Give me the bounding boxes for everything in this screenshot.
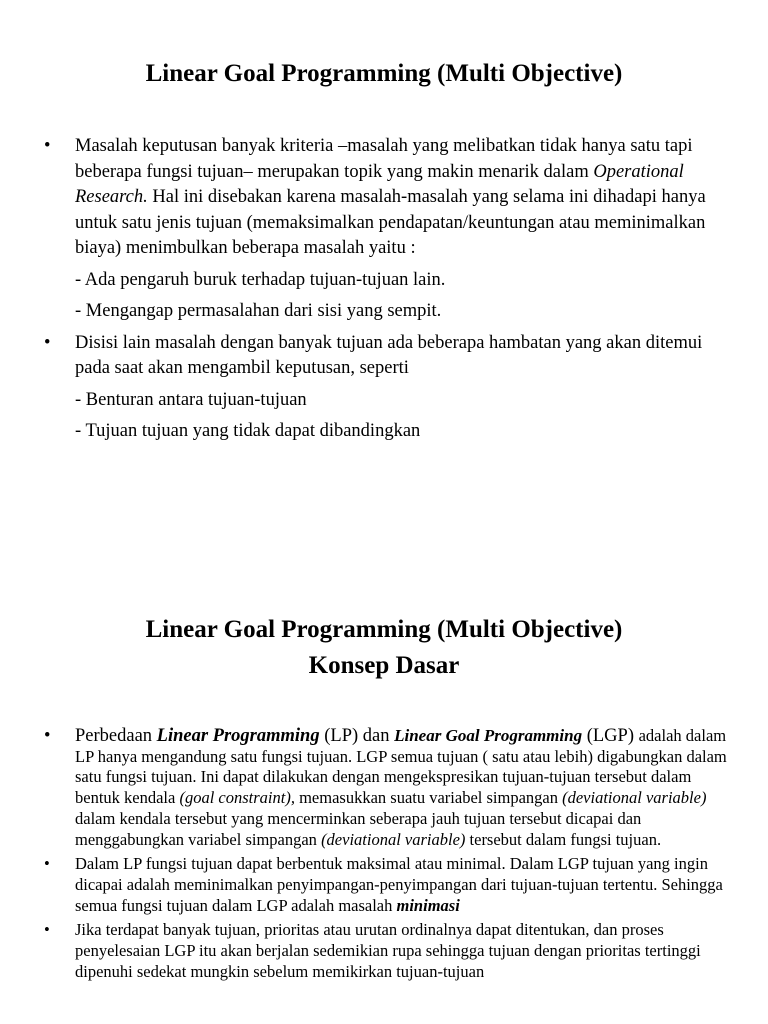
italic-term: Operational Research. (75, 161, 684, 207)
bullet-text: Perbedaan Linear Programming (LP) dan Linear Goal Programming (LGP) adalah dalam LP hanya mengandung satu fungsi tujuan. LGP semua tujuan ( satu atau lebih) digabungkan dalam satu fungsi tujuan. Ini dapat dilakukan dengan mengekspresikan tujuan-tujuan tersebut dalam bentuk kendala (goal constraint), memasukkan suatu variabel simpangan (deviational variable) dalam kendala tersebut yang mencerminkan seberapa jauh tujuan tersebut dicapai dan menggabungkan variabel simpangan (deviational variable) tersebut dalam fungsi tujuan. (75, 726, 727, 849)
bullet-item (0, 134, 768, 262)
slide-2-body (0, 726, 768, 982)
bullet-text: Disisi lain masalah dengan banyak tujuan ada beberapa hambatan yang akan ditemui pada saat akan mengambil keputusan, seperti (75, 332, 703, 378)
bullet-icon: • (44, 332, 51, 353)
slide-2 (0, 560, 768, 1024)
bullet-text: Jika terdapat banyak tujuan, prioritas atau urutan ordinalnya dapat ditentukan, dan proses penyelesaian LGP itu akan berjalan sedemikian rupa sehingga tujuan dengan prioritas tertinggi dipenuhi sedekat mungkin sebelum memikirkan tujuan-tujuan (75, 920, 701, 981)
bullet-icon: • (44, 136, 51, 156)
bold-term: minimasi (396, 895, 460, 915)
bullet-icon: • (44, 726, 51, 746)
sub-item: - Ada pengaruh buruk terhadap tujuan-tujuan lain. (75, 269, 446, 290)
italic-term: (deviational variable) (562, 788, 707, 808)
sub-item: - Benturan antara tujuan-tujuan (75, 389, 307, 410)
term-lp: Linear Programming (156, 726, 320, 746)
italic-term: (goal constraint), (179, 788, 295, 808)
bullet-icon: • (44, 920, 50, 940)
bullet-item (0, 726, 768, 850)
bullet-item (0, 331, 768, 382)
bullet-item (0, 920, 768, 982)
bullet-icon: • (44, 854, 50, 874)
term-lgp: Linear Goal Programming (394, 726, 583, 745)
sub-list (0, 388, 768, 445)
slide-2-title (0, 560, 768, 684)
sub-item: - Tujuan tujuan yang tidak dapat dibandingkan (75, 421, 421, 441)
bullet-item (0, 854, 768, 916)
sub-item: - Mengangap permasalahan dari sisi yang sempit. (75, 301, 442, 321)
slide-1-body (0, 134, 768, 445)
title-line-1: Linear Goal Programming (Multi Objective) (145, 616, 623, 643)
sub-list (0, 268, 768, 325)
slide-1-title: Linear Goal Programming (Multi Objective) (145, 60, 623, 87)
italic-term: (deviational variable) (321, 829, 466, 849)
bullet-text: Masalah keputusan banyak kriteria –masalah yang melibatkan tidak hanya satu tapi beberapa fungsi tujuan– merupakan topik yang makin menarik dalam Operational Research. Hal ini disebakan karena masalah-masalah yang selama ini dihadapi hanya untuk satu jenis tujuan (memaksimalkan pendapatan/keuntungan atau meminimalkan biaya) menimbulkan beberapa masalah yaitu : (75, 136, 706, 258)
bullet-text: Dalam LP fungsi tujuan dapat berbentuk maksimal atau minimal. Dalam LGP tujuan yang ingin dicapai adalah meminimalkan penyimpangan-penyimpangan dari tujuan-tujuan tertentu. Sehingga semua fungsi tujuan dalam LGP adalah masalah minimasi (75, 854, 723, 915)
title-line-2: Konsep Dasar (308, 652, 460, 679)
